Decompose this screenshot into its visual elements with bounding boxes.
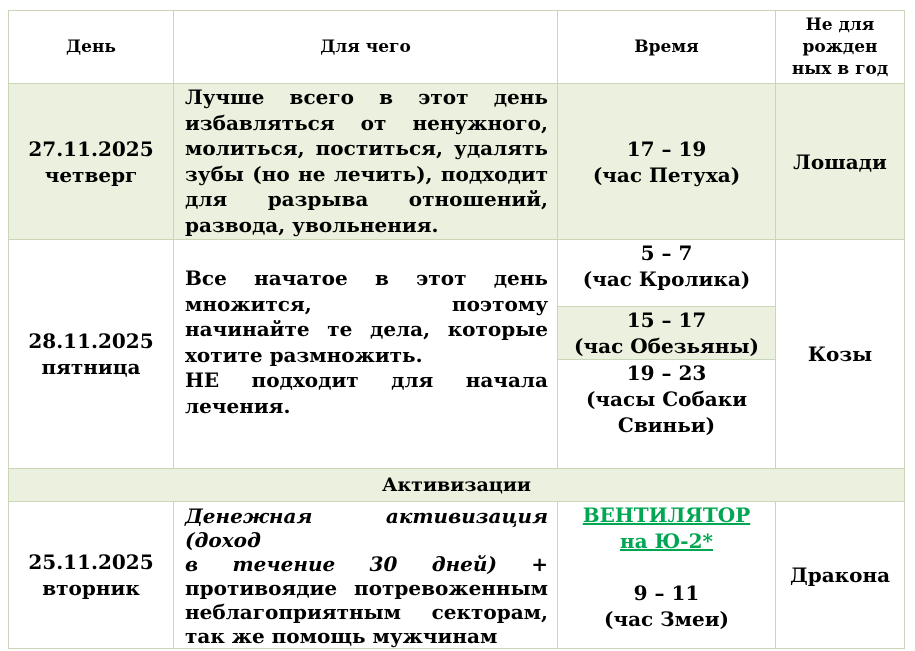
purpose-line: лечения. xyxy=(185,393,291,418)
purpose-line: Все начатое в этот день xyxy=(185,266,548,290)
not-for-cell: Лошади xyxy=(776,84,905,240)
purpose-cell xyxy=(174,84,558,240)
purpose-line: так же помощь мужчинам xyxy=(185,624,498,648)
date-text: 28.11.2025 xyxy=(28,329,154,353)
time-label: (час Обезьяны) xyxy=(574,334,759,358)
weekday-text: вторник xyxy=(42,576,140,600)
time-range: 19 – 23 xyxy=(626,361,707,385)
date-text: 27.11.2025 xyxy=(28,136,154,161)
time-label: (час Кролика) xyxy=(582,267,751,291)
not-for-cell: Дракона xyxy=(776,502,905,649)
spacer xyxy=(558,554,775,580)
time-range: 9 – 11 xyxy=(633,581,700,605)
purpose-cell xyxy=(174,502,558,649)
purpose-line: противоядие потревоженным xyxy=(185,576,548,600)
time-slot xyxy=(558,240,775,306)
time-label: (часы Собаки xyxy=(585,387,748,411)
purpose-line: множится, поэтому xyxy=(185,291,548,316)
purpose-line: НЕ подходит для начала xyxy=(185,368,548,392)
header-day: День xyxy=(9,11,174,84)
purpose-line: начинайте те дела, которые xyxy=(185,317,548,341)
time-slot xyxy=(558,306,775,359)
schedule-table xyxy=(8,10,905,649)
date-cell xyxy=(9,240,174,469)
purpose-line: неблагоприятным секторам, xyxy=(185,600,548,624)
time-label: (час Петуха) xyxy=(592,162,741,187)
purpose-line: избавляться от ненужного, xyxy=(185,110,548,135)
header-not-for-text: Не для рожден ных в год xyxy=(791,15,889,79)
time-range: 15 – 17 xyxy=(626,308,707,332)
time-label: (час Змеи) xyxy=(603,607,730,631)
time-cell xyxy=(558,502,776,649)
date-text: 25.11.2025 xyxy=(28,550,154,574)
time-range: 17 – 19 xyxy=(626,136,707,161)
section-row xyxy=(9,469,905,502)
time-cell xyxy=(558,240,776,469)
time-cell xyxy=(558,84,776,240)
header-not-for xyxy=(776,11,905,84)
weekday-text: четверг xyxy=(44,162,138,187)
purpose-line: Денежная активизация (доход xyxy=(185,504,548,552)
ventilator-label: ВЕНТИЛЯТОР xyxy=(582,503,751,527)
table-row xyxy=(9,84,905,240)
purpose-line: хотите размножить. xyxy=(185,342,423,367)
weekday-text: пятница xyxy=(41,355,141,379)
purpose-line: Лучше всего в этот день xyxy=(185,85,548,109)
date-cell xyxy=(9,84,174,240)
purpose-line: развода, увольнения. xyxy=(185,212,439,237)
purpose-line: для разрыва отношений, xyxy=(185,187,548,211)
header-purpose: Для чего xyxy=(174,11,558,84)
time-range: 5 – 7 xyxy=(640,241,693,265)
header-time: Время xyxy=(558,11,776,84)
date-cell xyxy=(9,502,174,649)
not-for-cell: Козы xyxy=(776,240,905,469)
ventilator-sector: на Ю-2* xyxy=(620,529,713,553)
purpose-line: молиться, поститься, удалять xyxy=(185,136,548,160)
section-title: Активизации xyxy=(9,469,905,502)
purpose-cell xyxy=(174,240,558,469)
time-slot xyxy=(558,359,775,468)
table-row xyxy=(9,502,905,649)
table-row xyxy=(9,240,905,469)
purpose-line: зубы (но не лечить), подходит xyxy=(185,161,548,186)
time-label: Свиньи) xyxy=(617,413,716,437)
purpose-line: в течение 30 дней) + xyxy=(185,552,548,576)
header-row xyxy=(9,11,905,84)
